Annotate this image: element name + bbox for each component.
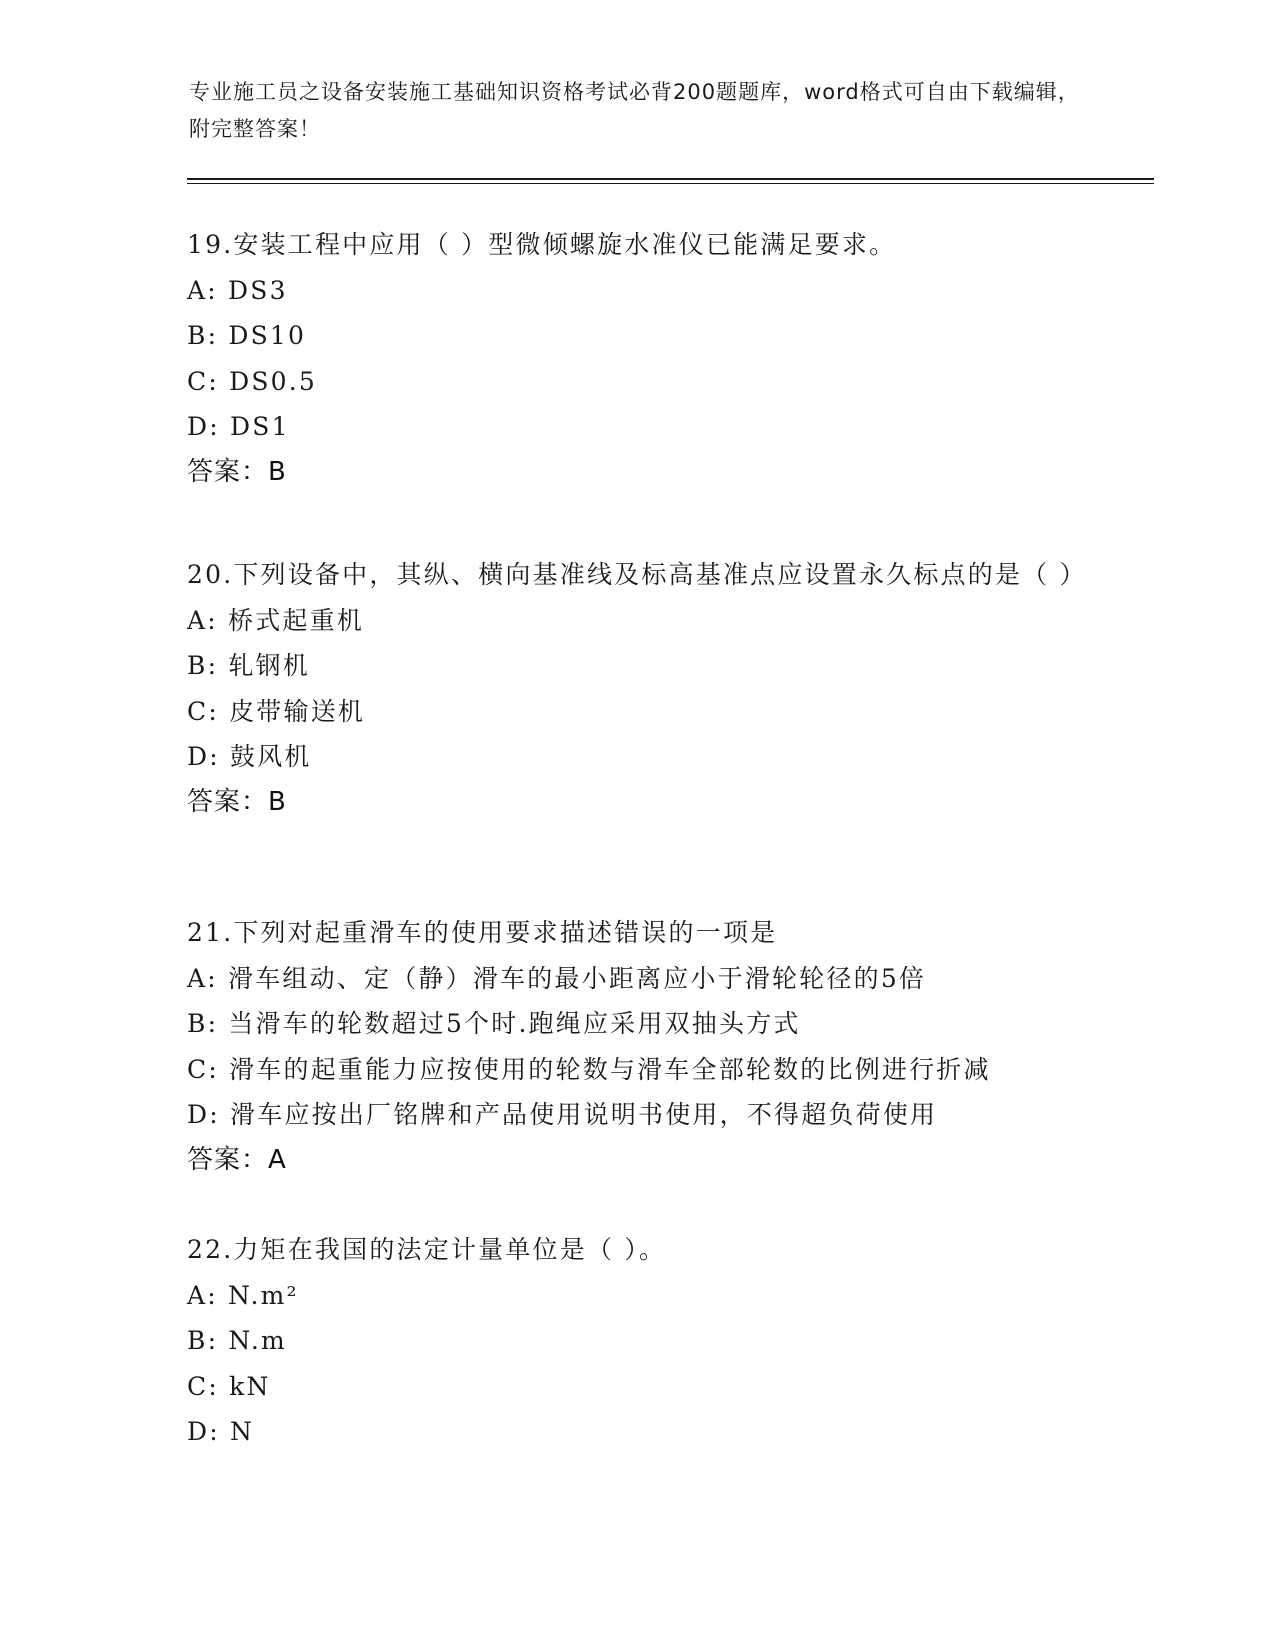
question-19: [187, 222, 1087, 496]
option-a: A: 桥式起重机: [187, 605, 365, 635]
header-divider-thick: [187, 178, 1154, 180]
option-b: B: 轧钢机: [187, 651, 310, 681]
option-a: A: N.m²: [187, 1280, 299, 1310]
option-c: C: 滑车的起重能力应按使用的轮数与滑车全部轮数的比例进行折减: [187, 1054, 991, 1084]
question-21: [187, 910, 1087, 1184]
option-a: A: 滑车组动、定（静）滑车的最小距离应小于滑轮轮径的5倍: [187, 963, 927, 993]
option-d: D: 滑车应按出厂铭牌和产品使用说明书使用，不得超负荷使用: [187, 1100, 938, 1130]
option-c: C: 皮带输送机: [187, 696, 366, 726]
question-stem: 21.下列对起重滑车的使用要求描述错误的一项是: [187, 918, 778, 947]
answer-line: 答案：A: [187, 1144, 287, 1175]
question-22: [187, 1227, 1087, 1455]
header-divider-thin: [187, 183, 1154, 184]
option-b: B: DS10: [187, 321, 307, 351]
option-d: D: N: [187, 1417, 255, 1447]
option-d: D: 鼓风机: [187, 742, 312, 772]
question-20: [187, 552, 1087, 826]
question-stem: 19.安装工程中应用（ ）型微倾螺旋水准仪已能满足要求。: [187, 230, 897, 259]
option-c: C: kN: [187, 1371, 271, 1401]
option-b: B: N.m: [187, 1326, 287, 1356]
option-c: C: DS0.5: [187, 366, 318, 396]
question-stem: 20.下列设备中，其纵、横向基准线及标高基准点应设置永久标点的是（ ）: [187, 560, 1087, 589]
option-b: B: 当滑车的轮数超过5个时.跑绳应采用双抽头方式: [187, 1009, 801, 1039]
question-stem: 22.力矩在我国的法定计量单位是（ ）。: [187, 1235, 667, 1264]
answer-line: 答案：B: [187, 456, 287, 487]
answer-line: 答案：B: [187, 786, 287, 817]
document-header: [189, 74, 1089, 148]
header-text: 专业施工员之设备安装施工基础知识资格考试必背200题题库，word格式可自由下载编辑，附完整答案！: [189, 80, 1080, 141]
option-d: D: DS1: [187, 412, 290, 442]
option-a: A: DS3: [187, 275, 288, 305]
